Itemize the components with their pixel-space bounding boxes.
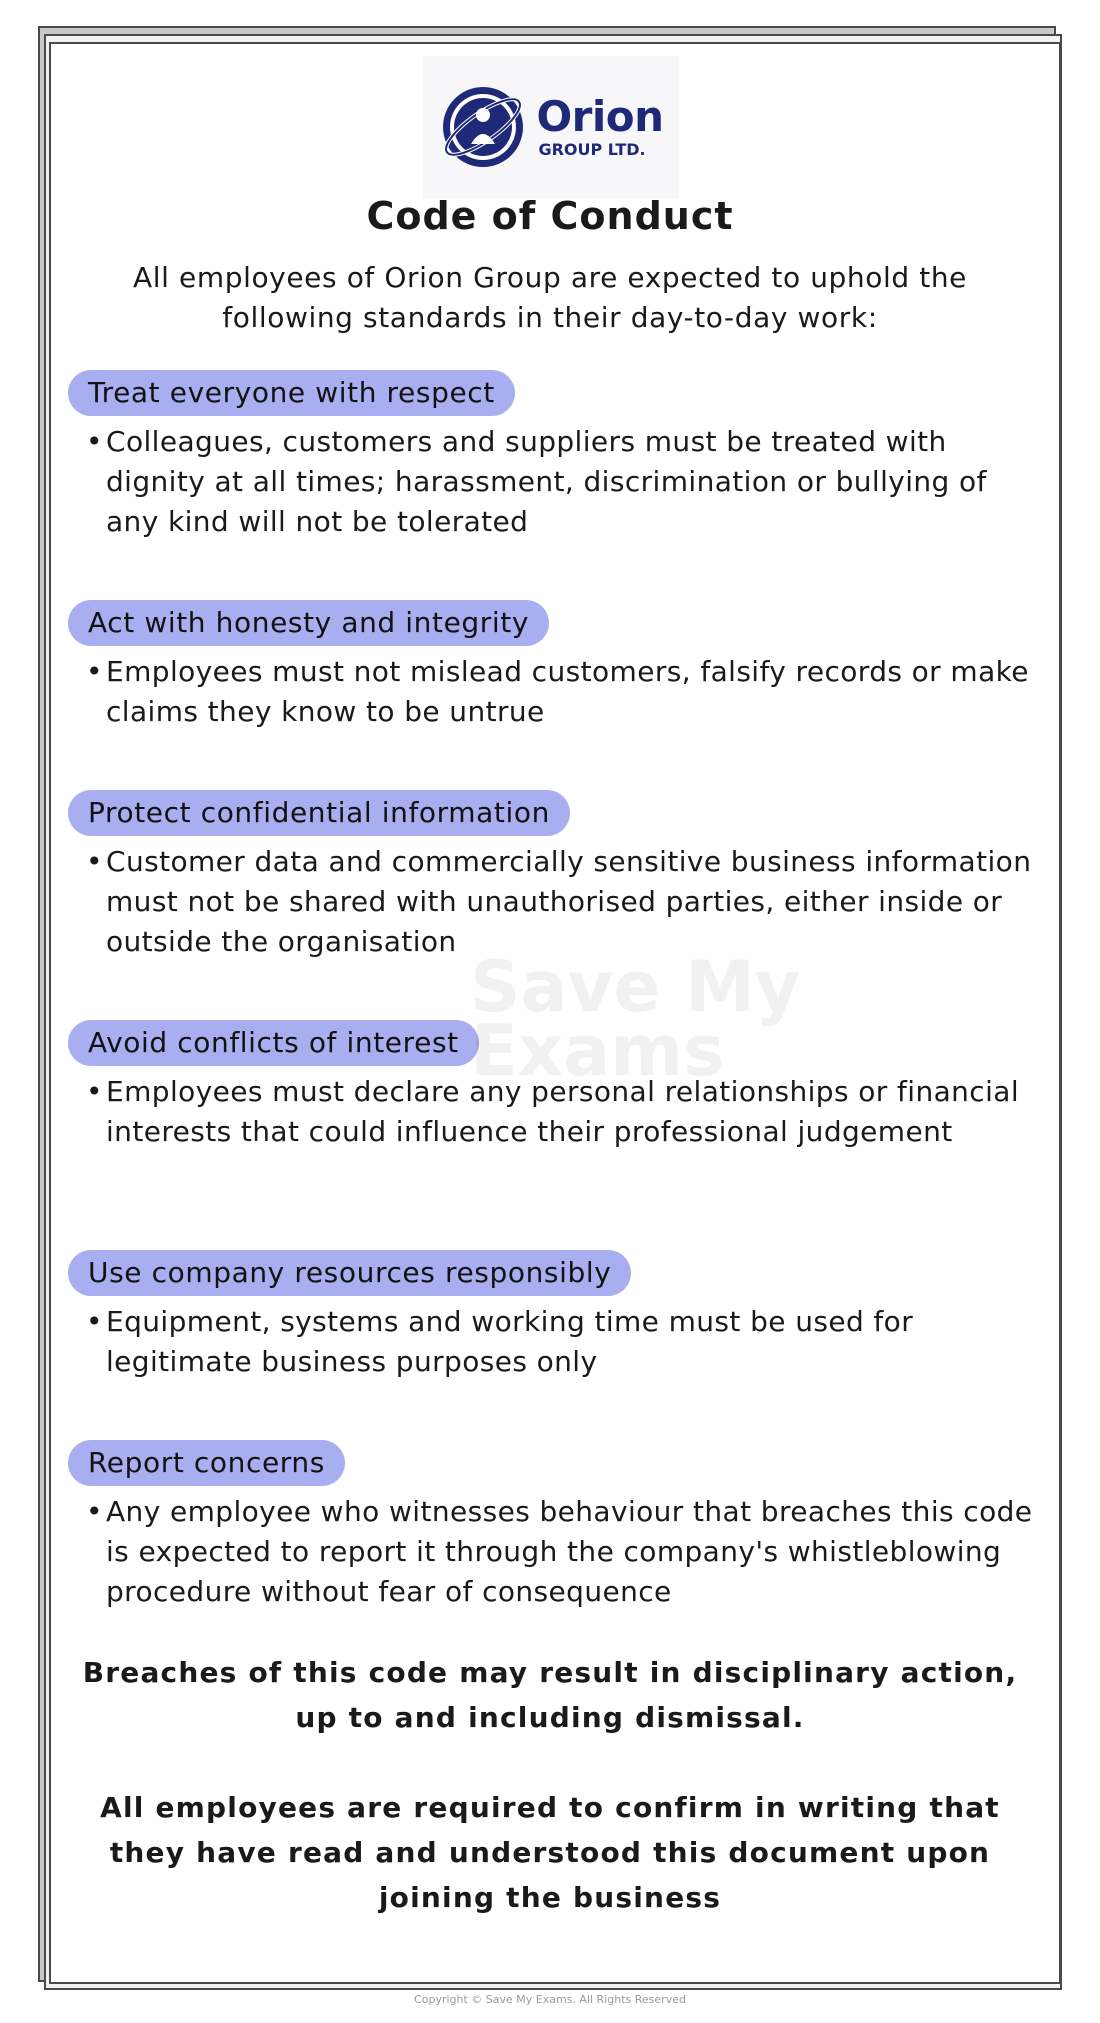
logo-name: Orion [536, 92, 664, 141]
page-title: Code of Conduct [366, 194, 734, 238]
section-heading: Avoid conflicts of interest [68, 1020, 479, 1066]
watermark [470, 946, 801, 1092]
section-confidential [68, 790, 1038, 962]
section-text: Employees must not mislead customers, falsify records or make claims they know to be untrue [106, 655, 1029, 728]
intro-text: All employees of Orion Group are expected to uphold the following standards in their day-to-day work: [132, 261, 968, 334]
breaches-notice: Breaches of this code may result in disciplinary action, up to and including dismissal. [82, 1656, 1018, 1734]
section-resources [68, 1250, 1038, 1382]
orion-logo-icon [438, 82, 528, 172]
logo-subtitle: GROUP LTD. [538, 140, 646, 159]
section-report [68, 1440, 1038, 1612]
bullet-icon: • [86, 655, 103, 688]
bullet-icon: • [86, 1305, 103, 1338]
bullet-icon: • [86, 1495, 103, 1528]
list-item [86, 422, 1038, 542]
section-text: Employees must declare any personal relationships or financial interests that could influence their professional judgement [106, 1075, 1020, 1148]
section-text: Any employee who witnesses behaviour that breaches this code is expected to report it through the company's whistleblowing procedure without fear of consequence [106, 1495, 1033, 1608]
bullet-icon: • [86, 1075, 103, 1108]
watermark-line: Save My [470, 946, 801, 1028]
section-text: Colleagues, customers and suppliers must be treated with dignity at all times; harassment, discrimination or bullying of any kind will not be tolerated [106, 425, 987, 538]
section-heading: Treat everyone with respect [68, 370, 515, 416]
section-heading: Use company resources responsibly [68, 1250, 631, 1296]
confirmation-notice: All employees are required to confirm in writing that they have read and understood this document upon joining the business [100, 1791, 1000, 1914]
watermark-line: Exams [470, 1010, 725, 1092]
list-item [86, 652, 1038, 732]
section-heading: Protect confidential information [68, 790, 570, 836]
section-text: Equipment, systems and working time must be used for legitimate business purposes only [106, 1305, 914, 1378]
section-text: Customer data and commercially sensitive business information must not be shared with unauthorised parties, either inside or outside the organisation [106, 845, 1032, 958]
section-respect [68, 370, 1038, 542]
company-logo [423, 56, 679, 198]
copyright-text: Copyright © Save My Exams. All Rights Reserved [414, 1993, 686, 2006]
bullet-icon: • [86, 425, 103, 458]
section-heading: Report concerns [68, 1440, 345, 1486]
list-item [86, 1302, 1038, 1382]
section-heading: Act with honesty and integrity [68, 600, 549, 646]
section-honesty [68, 600, 1038, 732]
list-item [86, 842, 1038, 962]
list-item [86, 1492, 1038, 1612]
bullet-icon: • [86, 845, 103, 878]
